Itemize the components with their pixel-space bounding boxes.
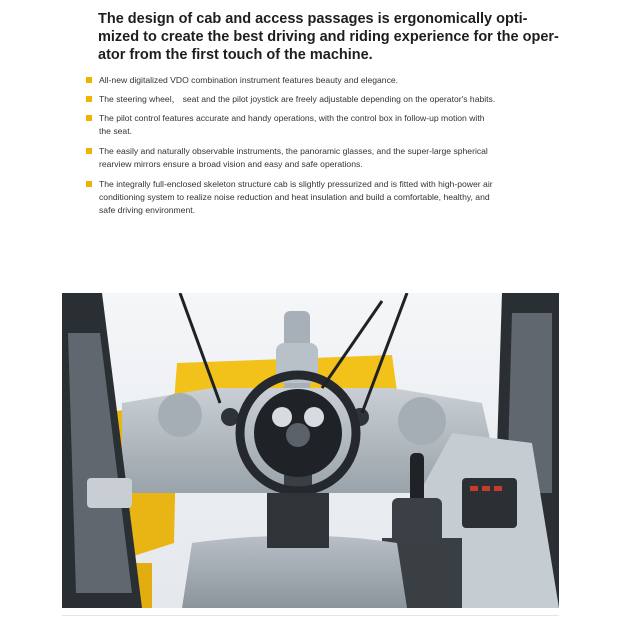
feature-text bbox=[99, 93, 526, 106]
bullet-square-icon bbox=[86, 96, 92, 102]
pedal-area bbox=[267, 493, 329, 548]
feature-text-line: safe driving environment. bbox=[99, 205, 196, 215]
hydraulic-joint-left bbox=[158, 393, 202, 437]
feature-text-line: All-new digitalized VDO combination instrument features beauty and elegance. bbox=[99, 75, 399, 85]
switch-icon bbox=[494, 486, 502, 491]
heading-line: The design of cab and access passages is ergonomically opti- bbox=[98, 11, 528, 27]
pilot-joystick bbox=[410, 453, 424, 503]
feature-text-line: the seat. bbox=[99, 126, 132, 136]
feature-text-line: The pilot control features accurate and handy operations, with the control box in follow-up motion with bbox=[99, 113, 485, 123]
feature-text-line: The integrally full-enclosed skeleton structure cab is slightly pressurized and is fitted with high-power air bbox=[99, 179, 493, 189]
feature-item bbox=[86, 145, 526, 171]
gauge-left bbox=[272, 407, 292, 427]
feature-item bbox=[86, 74, 526, 87]
feature-text-line: rearview mirrors ensure a broad vision and easy and safe operations. bbox=[99, 159, 363, 169]
steering-hub bbox=[286, 423, 310, 447]
feature-list bbox=[86, 74, 526, 217]
bullet-square-icon bbox=[86, 181, 92, 187]
cab-interior-photo bbox=[62, 293, 559, 608]
feature-item bbox=[86, 178, 526, 217]
switch-icon bbox=[470, 486, 478, 491]
switch-icon bbox=[482, 486, 490, 491]
joystick-base bbox=[392, 498, 442, 543]
heading-line: mized to create the best driving and riding experience for the oper- bbox=[98, 29, 559, 45]
bullet-square-icon bbox=[86, 148, 92, 154]
switch-panel bbox=[462, 478, 517, 528]
feature-text bbox=[99, 74, 526, 87]
feature-text-line: The steering wheel， seat and the pilot joystick are freely adjustable depending on the operator's habits. bbox=[99, 94, 496, 104]
bottom-divider bbox=[62, 615, 559, 616]
bullet-square-icon bbox=[86, 77, 92, 83]
feature-text bbox=[99, 112, 526, 138]
cab-interior-illustration bbox=[62, 293, 559, 608]
door-handle-left bbox=[87, 478, 132, 508]
feature-text bbox=[99, 178, 526, 217]
gauge-right bbox=[304, 407, 324, 427]
feature-item bbox=[86, 93, 526, 106]
hydraulic-joint-right bbox=[398, 397, 446, 445]
section-heading bbox=[98, 10, 559, 64]
bullet-square-icon bbox=[86, 115, 92, 121]
feature-text-line: conditioning system to realize noise reduction and heat insulation and build a comfortable, healthy, and bbox=[99, 192, 490, 202]
feature-text-line: The easily and naturally observable instruments, the panoramic glasses, and the super-large spherical bbox=[99, 146, 488, 156]
feature-item bbox=[86, 112, 526, 138]
feature-text bbox=[99, 145, 526, 171]
heading-line: ator from the first touch of the machine. bbox=[98, 47, 373, 63]
